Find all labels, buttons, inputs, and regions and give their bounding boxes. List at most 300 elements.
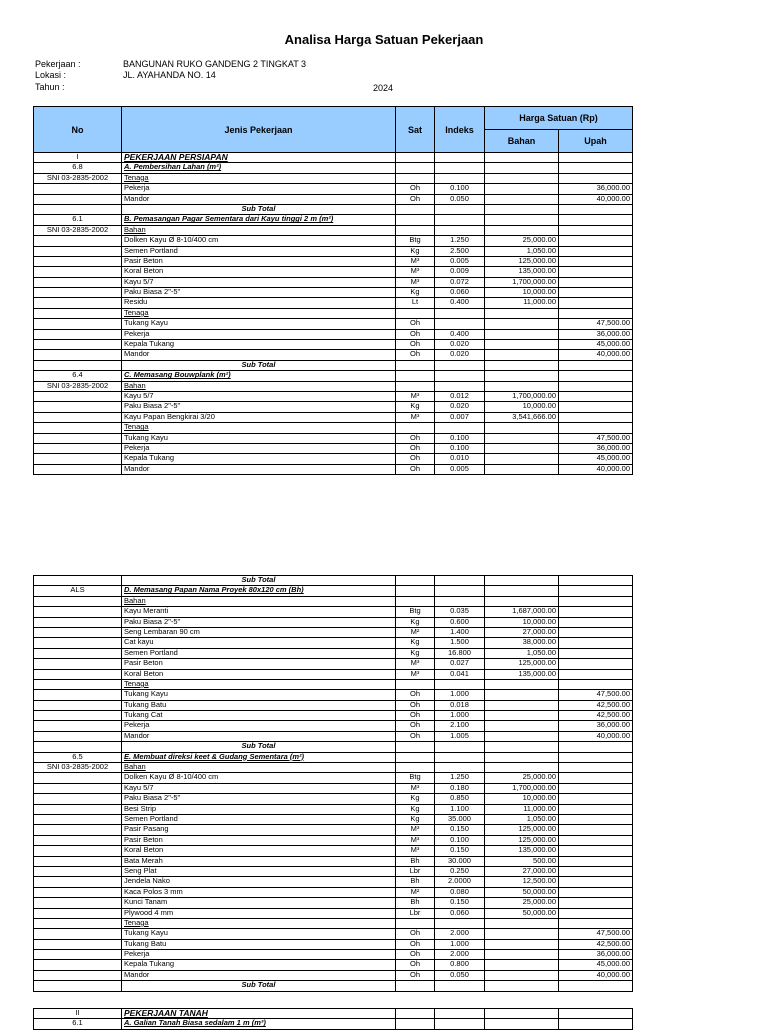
table-row [34, 700, 633, 710]
unit-cell: M³ [396, 412, 435, 422]
labor-price-cell: 45,000.00 [559, 340, 633, 350]
labor-price-cell: 47,500.00 [559, 319, 633, 329]
row-no-cell: SNI 03-2835-2002 [34, 381, 122, 391]
material-price-cell [485, 711, 559, 721]
empty-cell [559, 204, 633, 214]
item-name: Kunci Tanam [122, 898, 396, 908]
index-cell: 0.012 [435, 391, 485, 401]
table-row [34, 236, 633, 246]
row-no-cell [34, 617, 122, 627]
unit-cell [396, 371, 435, 381]
tahun-value: 2024 [373, 83, 394, 93]
unit-cell: M² [396, 887, 435, 897]
table-row [34, 825, 633, 835]
index-cell [435, 918, 485, 928]
header-harga-satuan: Harga Satuan (Rp) [485, 107, 633, 130]
unit-cell [396, 918, 435, 928]
material-price-cell [485, 225, 559, 235]
material-price-cell [485, 153, 559, 163]
row-no-cell: 6.8 [34, 163, 122, 173]
material-price-cell [485, 433, 559, 443]
row-no-cell [34, 433, 122, 443]
row-no-cell [34, 659, 122, 669]
table-row [34, 794, 633, 804]
analysis-table-1 [33, 106, 633, 475]
labor-price-cell [559, 298, 633, 308]
table-row [34, 443, 633, 453]
row-no-cell [34, 711, 122, 721]
table-row [34, 690, 633, 700]
material-price-cell: 125,000.00 [485, 659, 559, 669]
group-label: Tenaga [122, 679, 396, 689]
table-row [34, 319, 633, 329]
index-cell: 0.180 [435, 783, 485, 793]
labor-price-cell [559, 898, 633, 908]
table-row [34, 350, 633, 360]
row-no-cell [34, 256, 122, 266]
empty-cell [485, 576, 559, 586]
row-no-cell: SNI 03-2835-2002 [34, 763, 122, 773]
index-cell: 1.250 [435, 236, 485, 246]
subtotal-label: Sub Total [122, 981, 396, 991]
empty-cell [396, 981, 435, 991]
item-name: Pekerja [122, 184, 396, 194]
unit-cell: Oh [396, 721, 435, 731]
material-price-cell [485, 443, 559, 453]
row-no-cell [34, 731, 122, 741]
row-no-cell [34, 970, 122, 980]
index-cell [435, 308, 485, 318]
material-price-cell: 50,000.00 [485, 908, 559, 918]
unit-cell: Oh [396, 340, 435, 350]
table-row [34, 866, 633, 876]
item-name: Tukang Cat [122, 711, 396, 721]
material-price-cell [485, 423, 559, 433]
item-name: Mandor [122, 731, 396, 741]
unit-cell: Oh [396, 731, 435, 741]
labor-price-cell [559, 596, 633, 606]
group-label: Tenaga [122, 308, 396, 318]
group-label: Tenaga [122, 423, 396, 433]
labor-price-cell [559, 856, 633, 866]
unit-cell [396, 381, 435, 391]
work-item-title: D. Memasang Papan Nama Proyek 80x120 cm (Bh) [122, 586, 396, 596]
index-cell [435, 173, 485, 183]
table-row [34, 277, 633, 287]
row-no-cell [34, 773, 122, 783]
index-cell [435, 225, 485, 235]
row-no-cell [34, 288, 122, 298]
material-price-cell [485, 690, 559, 700]
labor-price-cell: 42,500.00 [559, 939, 633, 949]
index-cell: 35.000 [435, 814, 485, 824]
row-no-cell [34, 835, 122, 845]
index-cell: 2.500 [435, 246, 485, 256]
index-cell [435, 1019, 485, 1029]
index-cell: 0.005 [435, 256, 485, 266]
material-price-cell [485, 319, 559, 329]
material-price-cell [485, 763, 559, 773]
table-row [34, 215, 633, 225]
material-price-cell: 125,000.00 [485, 256, 559, 266]
table-row [34, 638, 633, 648]
item-name: Kaca Polos 3 mm [122, 887, 396, 897]
labor-price-cell [559, 371, 633, 381]
table-row [34, 454, 633, 464]
item-name: Kayu 5/7 [122, 783, 396, 793]
item-name: Paku Biasa 2"-5" [122, 288, 396, 298]
labor-price-cell [559, 423, 633, 433]
table-row [34, 742, 633, 752]
index-cell [435, 163, 485, 173]
row-no-cell [34, 700, 122, 710]
row-no-cell: 6.4 [34, 371, 122, 381]
unit-cell: Oh [396, 464, 435, 474]
table-row [34, 846, 633, 856]
index-cell: 0.060 [435, 288, 485, 298]
item-name: Pasir Beton [122, 659, 396, 669]
item-name: Kayu 5/7 [122, 391, 396, 401]
row-no-cell [34, 308, 122, 318]
unit-cell: Btg [396, 236, 435, 246]
table-row [34, 731, 633, 741]
index-cell [435, 381, 485, 391]
row-no-cell [34, 340, 122, 350]
item-name: Kepala Tukang [122, 454, 396, 464]
material-price-cell [485, 679, 559, 689]
labor-price-cell: 40,000.00 [559, 464, 633, 474]
unit-cell: M³ [396, 267, 435, 277]
table-row [34, 752, 633, 762]
table-row [34, 360, 633, 370]
table-row [34, 391, 633, 401]
table-row [34, 627, 633, 637]
labor-price-cell [559, 277, 633, 287]
subtotal-label: Sub Total [122, 204, 396, 214]
labor-price-cell [559, 659, 633, 669]
index-cell [435, 752, 485, 762]
index-cell: 1.000 [435, 690, 485, 700]
index-cell: 1.400 [435, 627, 485, 637]
material-price-cell [485, 918, 559, 928]
row-no-cell [34, 898, 122, 908]
section-title: PEKERJAAN PERSIAPAN [122, 153, 396, 163]
empty-cell [435, 981, 485, 991]
material-price-cell: 125,000.00 [485, 835, 559, 845]
material-price-cell [485, 454, 559, 464]
material-price-cell [485, 950, 559, 960]
material-price-cell: 11,000.00 [485, 804, 559, 814]
table-row [34, 371, 633, 381]
index-cell: 0.010 [435, 454, 485, 464]
unit-cell [396, 308, 435, 318]
material-price-cell: 25,000.00 [485, 898, 559, 908]
unit-cell: M³ [396, 659, 435, 669]
table-row [34, 763, 633, 773]
lokasi-value: JL. AYAHANDA NO. 14 [123, 70, 216, 80]
labor-price-cell [559, 163, 633, 173]
labor-price-cell [559, 804, 633, 814]
labor-price-cell [559, 866, 633, 876]
material-price-cell: 1,700,000.00 [485, 391, 559, 401]
material-price-cell: 135,000.00 [485, 267, 559, 277]
empty-cell [485, 360, 559, 370]
table-row [34, 433, 633, 443]
material-price-cell [485, 700, 559, 710]
unit-cell: M³ [396, 256, 435, 266]
item-name: Mandor [122, 194, 396, 204]
row-no-cell [34, 981, 122, 991]
table-row [34, 877, 633, 887]
unit-cell: Bh [396, 877, 435, 887]
index-cell: 0.150 [435, 846, 485, 856]
labor-price-cell [559, 246, 633, 256]
row-no-cell [34, 402, 122, 412]
table-row [34, 308, 633, 318]
row-no-cell [34, 464, 122, 474]
item-name: Koral Beton [122, 846, 396, 856]
table-row [34, 184, 633, 194]
index-cell: 1.500 [435, 638, 485, 648]
labor-price-cell [559, 256, 633, 266]
labor-price-cell [559, 773, 633, 783]
item-name: Jendela Nako [122, 877, 396, 887]
material-price-cell: 38,000.00 [485, 638, 559, 648]
labor-price-cell [559, 814, 633, 824]
material-price-cell: 1,687,000.00 [485, 607, 559, 617]
row-no-cell [34, 638, 122, 648]
table-row [34, 960, 633, 970]
group-label: Tenaga [122, 173, 396, 183]
labor-price-cell [559, 648, 633, 658]
index-cell [435, 319, 485, 329]
row-no-cell [34, 319, 122, 329]
row-no-cell [34, 236, 122, 246]
index-cell: 0.600 [435, 617, 485, 627]
material-price-cell: 12,500.00 [485, 877, 559, 887]
labor-price-cell: 45,000.00 [559, 454, 633, 464]
index-cell: 2.000 [435, 929, 485, 939]
unit-cell: Btg [396, 773, 435, 783]
header-sat: Sat [396, 107, 435, 153]
unit-cell: M³ [396, 277, 435, 287]
item-name: Cat kayu [122, 638, 396, 648]
material-price-cell: 10,000.00 [485, 288, 559, 298]
table-row [34, 402, 633, 412]
item-name: Tukang Kayu [122, 929, 396, 939]
table-row [34, 204, 633, 214]
labor-price-cell [559, 846, 633, 856]
material-price-cell [485, 960, 559, 970]
index-cell: 0.100 [435, 184, 485, 194]
item-name: Seng Plat [122, 866, 396, 876]
unit-cell: Kg [396, 648, 435, 658]
index-cell: 0.018 [435, 700, 485, 710]
unit-cell [396, 225, 435, 235]
unit-cell [396, 163, 435, 173]
unit-cell: Oh [396, 454, 435, 464]
material-price-cell [485, 184, 559, 194]
unit-cell [396, 586, 435, 596]
item-name: Dolken Kayu Ø 8-10/400 cm [122, 773, 396, 783]
index-cell: 0.027 [435, 659, 485, 669]
item-name: Pasir Beton [122, 835, 396, 845]
row-no-cell: ALS [34, 586, 122, 596]
row-no-cell [34, 423, 122, 433]
labor-price-cell [559, 835, 633, 845]
index-cell: 0.150 [435, 825, 485, 835]
material-price-cell: 125,000.00 [485, 825, 559, 835]
unit-cell [396, 763, 435, 773]
index-cell [435, 679, 485, 689]
work-item-title: A. Galian Tanah Biasa sedalam 1 m (m³) [122, 1019, 396, 1029]
table-row [34, 288, 633, 298]
material-price-cell [485, 329, 559, 339]
item-name: Plywood 4 mm [122, 908, 396, 918]
unit-cell: Oh [396, 184, 435, 194]
index-cell: 1.005 [435, 731, 485, 741]
empty-cell [485, 742, 559, 752]
row-no-cell: 6.1 [34, 1019, 122, 1029]
table-row [34, 981, 633, 991]
labor-price-cell [559, 288, 633, 298]
table-row [34, 887, 633, 897]
index-cell: 0.100 [435, 835, 485, 845]
subtotal-label: Sub Total [122, 576, 396, 586]
material-price-cell [485, 1009, 559, 1019]
material-price-cell [485, 173, 559, 183]
empty-cell [396, 742, 435, 752]
index-cell: 0.050 [435, 970, 485, 980]
unit-cell: Oh [396, 970, 435, 980]
index-cell: 0.020 [435, 340, 485, 350]
unit-cell: M³ [396, 783, 435, 793]
row-no-cell [34, 184, 122, 194]
unit-cell: Lbr [396, 866, 435, 876]
empty-cell [435, 204, 485, 214]
index-cell: 1.000 [435, 939, 485, 949]
table-row [34, 898, 633, 908]
item-name: Pekerja [122, 721, 396, 731]
unit-cell [396, 596, 435, 606]
index-cell [435, 423, 485, 433]
table-row [34, 607, 633, 617]
table-row [34, 856, 633, 866]
unit-cell: M³ [396, 825, 435, 835]
unit-cell: Oh [396, 443, 435, 453]
table-row [34, 669, 633, 679]
labor-price-cell [559, 752, 633, 762]
item-name: Paku Biasa 2"-5" [122, 402, 396, 412]
index-cell [435, 153, 485, 163]
labor-price-cell [559, 1019, 633, 1029]
labor-price-cell: 40,000.00 [559, 194, 633, 204]
index-cell: 2.000 [435, 950, 485, 960]
unit-cell: Kg [396, 402, 435, 412]
table-row [34, 381, 633, 391]
empty-cell [559, 360, 633, 370]
index-cell: 0.800 [435, 960, 485, 970]
unit-cell: Lbr [396, 908, 435, 918]
unit-cell: Oh [396, 194, 435, 204]
table-row [34, 783, 633, 793]
material-price-cell: 1,700,000.00 [485, 783, 559, 793]
header-indeks: Indeks [435, 107, 485, 153]
row-no-cell [34, 950, 122, 960]
labor-price-cell [559, 679, 633, 689]
labor-price-cell [559, 215, 633, 225]
index-cell: 0.009 [435, 267, 485, 277]
work-item-title: B. Pemasangan Pagar Sementara dari Kayu tinggi 2 m (m²) [122, 215, 396, 225]
unit-cell [396, 173, 435, 183]
labor-price-cell [559, 783, 633, 793]
row-no-cell [34, 814, 122, 824]
header-jenis-pekerjaan: Jenis Pekerjaan [122, 107, 396, 153]
index-cell: 16.800 [435, 648, 485, 658]
material-price-cell: 50,000.00 [485, 887, 559, 897]
labor-price-cell [559, 669, 633, 679]
unit-cell [396, 679, 435, 689]
item-name: Kayu Papan Bengkirai 3/20 [122, 412, 396, 422]
material-price-cell [485, 194, 559, 204]
material-price-cell: 27,000.00 [485, 627, 559, 637]
row-no-cell [34, 877, 122, 887]
item-name: Mandor [122, 350, 396, 360]
labor-price-cell [559, 918, 633, 928]
material-price-cell: 10,000.00 [485, 794, 559, 804]
empty-cell [435, 576, 485, 586]
material-price-cell [485, 1019, 559, 1029]
item-name: Semen Portland [122, 814, 396, 824]
unit-cell: Oh [396, 929, 435, 939]
table-row [34, 970, 633, 980]
row-no-cell [34, 846, 122, 856]
item-name: Tukang Kayu [122, 690, 396, 700]
material-price-cell: 10,000.00 [485, 402, 559, 412]
pekerjaan-label: Pekerjaan : [35, 59, 81, 69]
row-no-cell [34, 856, 122, 866]
row-no-cell [34, 825, 122, 835]
header-bahan: Bahan [485, 130, 559, 153]
table-row [34, 908, 633, 918]
table-row [34, 679, 633, 689]
labor-price-cell: 36,000.00 [559, 184, 633, 194]
row-no-cell [34, 443, 122, 453]
row-no-cell [34, 246, 122, 256]
item-name: Tukang Batu [122, 700, 396, 710]
index-cell: 1.100 [435, 804, 485, 814]
row-no-cell [34, 690, 122, 700]
labor-price-cell [559, 225, 633, 235]
table-row [34, 617, 633, 627]
row-no-cell [34, 391, 122, 401]
work-item-title: E. Membuat direksi keet & Gudang Sementara (m²) [122, 752, 396, 762]
table-row [34, 721, 633, 731]
unit-cell: Kg [396, 814, 435, 824]
unit-cell: Oh [396, 350, 435, 360]
row-no-cell [34, 648, 122, 658]
labor-price-cell: 40,000.00 [559, 350, 633, 360]
item-name: Pekerja [122, 329, 396, 339]
index-cell: 2.100 [435, 721, 485, 731]
item-name: Dolken Kayu Ø 8-10/400 cm [122, 236, 396, 246]
unit-cell: Oh [396, 960, 435, 970]
table-row [34, 329, 633, 339]
index-cell [435, 763, 485, 773]
row-no-cell [34, 596, 122, 606]
table-row [34, 256, 633, 266]
unit-cell: Oh [396, 319, 435, 329]
